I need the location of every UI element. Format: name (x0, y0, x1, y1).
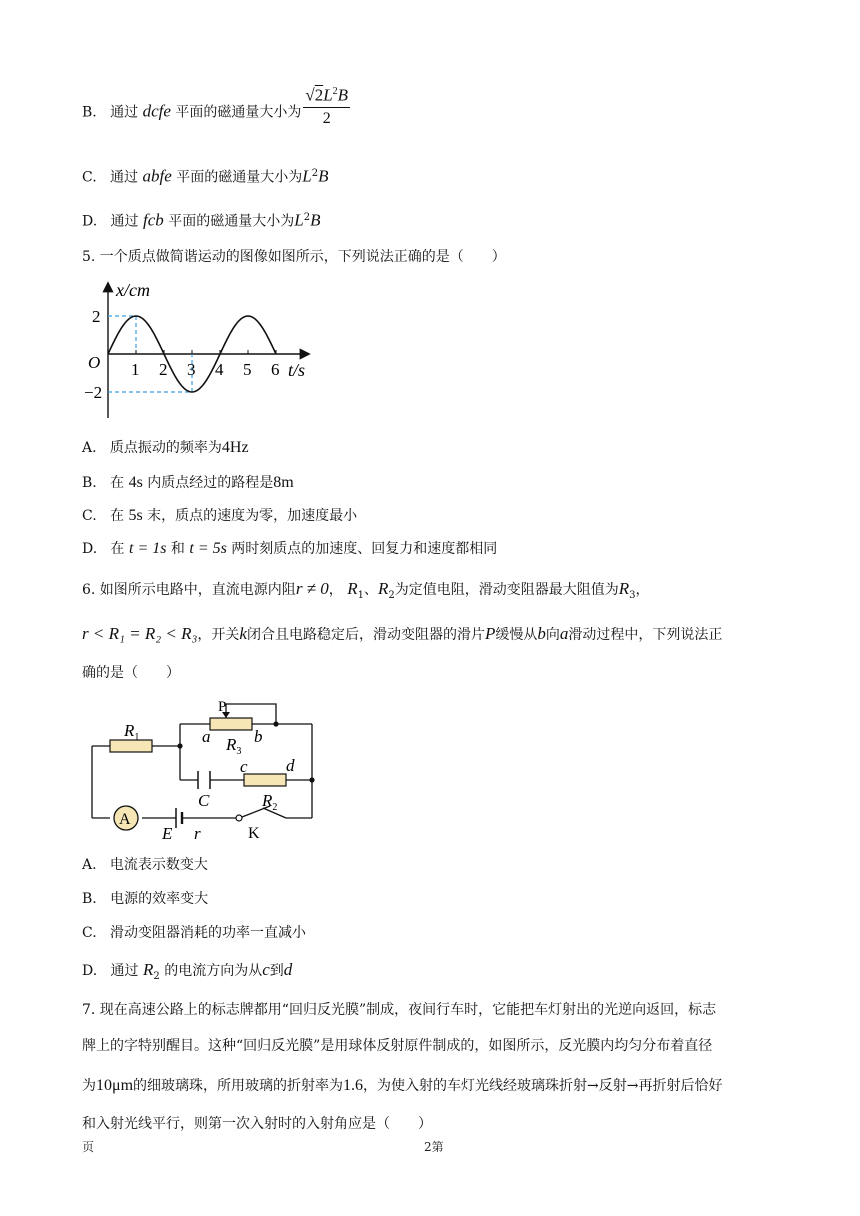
b-label: b (254, 727, 263, 746)
var-B: B (337, 85, 349, 105)
stem-text: ， (328, 582, 343, 598)
exponent: 2 (311, 168, 319, 179)
q5-option-a (82, 438, 249, 458)
math-k: k (239, 624, 247, 643)
option-text: 通过 (110, 104, 139, 121)
q5-option-c (82, 506, 357, 526)
subscript: 2 (153, 970, 160, 982)
junction-dot (177, 743, 182, 748)
resistor-r1 (110, 740, 152, 752)
option-label: B. (82, 891, 97, 907)
value: 5s (128, 507, 143, 524)
shm-graph (82, 278, 322, 428)
fraction (303, 82, 350, 129)
value: t = 5s (189, 540, 227, 557)
p-label: P (218, 699, 227, 715)
stem-text: 为定值电阻，滑动变阻器最大阻值为 (394, 582, 619, 598)
junction-dot (309, 777, 314, 782)
option-text: 和 (170, 541, 185, 557)
math-r: r ≠ 0 (295, 579, 329, 598)
math-b: b (537, 624, 546, 643)
y-tick-label: −2 (84, 383, 103, 402)
r3-label: $R_3$ (226, 735, 242, 757)
stem-text: ，开关 (197, 627, 240, 643)
option-text: 的电流方向为从 (164, 963, 263, 979)
var-B: B (318, 166, 329, 186)
option-text: 平面的磁通量大小为 (175, 104, 302, 121)
option-text: 电流表示数变大 (109, 857, 208, 873)
math-R3: R (618, 579, 630, 598)
stem-text: 为 (82, 1078, 96, 1094)
option-text: 两时刻质点的加速度、回复力和速度都相同 (231, 541, 498, 557)
stem-text: ，为使入射的车灯光线经玻璃珠折射→反射→再折射后恰好 (363, 1078, 723, 1094)
q6-option-b (82, 889, 208, 909)
option-label: D. (82, 213, 98, 230)
option-text: 通过 (110, 963, 139, 979)
var-L: L (294, 210, 304, 230)
math-c: c (262, 960, 270, 979)
option-label: A. (82, 440, 97, 456)
q7-line1: 7. 现在高速公路上的标志牌都用“回归反光膜”制成，夜间行车时，它能把车灯射出的光逆向返回，标志 (82, 1002, 717, 1018)
var-B: B (310, 210, 321, 230)
origin-label: O (88, 353, 101, 372)
option-text: 电源的效率变大 (110, 891, 209, 907)
value: 8m (273, 474, 294, 491)
stem-text: 6. 如图所示电路中，直流电源内阻 (82, 582, 296, 598)
denominator: 2 (322, 109, 331, 127)
q5-option-b (82, 473, 294, 493)
q7-line2: 牌上的字特别醒目。这种“回归反光膜”是用球体反射原件制成的，如图所示，反光膜内均匀分布着直径 (82, 1038, 713, 1054)
var-L: L (302, 166, 312, 186)
option-text: 在 (110, 541, 125, 557)
option-text: 到 (269, 963, 284, 979)
x-tick-label: 5 (243, 360, 252, 379)
y-tick-label: 2 (92, 307, 101, 326)
x-tick-label: 3 (187, 360, 196, 379)
option-label: C. (82, 925, 97, 941)
d-label: d (286, 756, 295, 775)
plane-name: abfe (142, 166, 172, 186)
option-label: D. (82, 963, 98, 979)
stem-text: 滑动过程中，下列说法正 (568, 627, 723, 643)
emf-label: E (162, 824, 173, 843)
option-label: C. (82, 508, 97, 524)
plane-name: fcb (143, 210, 164, 230)
option-label: B. (82, 475, 97, 491)
q4-option-d (82, 208, 320, 232)
stem-text: 向 (545, 627, 560, 643)
x-tick-label: 4 (215, 360, 224, 379)
capacitor-label: C (198, 791, 210, 810)
exponent: 2 (303, 212, 311, 223)
q6-stem-line3: 确的是（ ） (82, 665, 180, 681)
stem-text: ， (635, 582, 650, 598)
q6-stem-line1: 6. 如图所示电路中，直流电源内阻r ≠ 0， $R_1$、$R_2$为定值电阻，滑动变阻器最大阻值为$R_3$， (82, 579, 650, 601)
x-tick-label: 6 (271, 360, 280, 379)
x-tick-label: 1 (131, 360, 140, 379)
math-inequality: r < R₁ = R₂ < R₃ (82, 624, 198, 643)
option-text: 平面的磁通量大小为 (168, 213, 295, 230)
math-a: a (559, 624, 569, 643)
q5-option-d (82, 539, 497, 559)
junction-dot (273, 721, 278, 726)
plane-name: dcfe (142, 101, 171, 121)
footer-left: 页 (82, 1140, 95, 1154)
value: 1.6 (343, 1077, 364, 1094)
q6-option-d (82, 960, 292, 987)
a-label: a (202, 727, 211, 746)
footer-page-number: 2第 (424, 1140, 444, 1154)
q4-option-b (82, 85, 350, 129)
option-label: D. (82, 541, 98, 557)
rheostat-r3 (210, 718, 252, 730)
y-axis-label: x/cm (116, 280, 150, 300)
sqrt-arg: 2 (314, 85, 324, 105)
option-label: C. (82, 169, 97, 186)
circuit-diagram (86, 694, 326, 844)
resistor-r2 (244, 774, 286, 786)
q6-stem-line2 (82, 624, 722, 645)
stem-text: 、 (363, 582, 378, 598)
option-text: 通过 (110, 213, 139, 230)
c-label: c (240, 757, 248, 776)
math-d: d (283, 960, 293, 979)
x-axis-label: t/s (288, 360, 306, 380)
exponent: 2 (332, 86, 338, 97)
value: 4s (128, 474, 143, 491)
option-label: B. (82, 104, 97, 121)
option-text: 在 (110, 475, 125, 491)
value: t = 1s (129, 540, 167, 557)
math-P: P (484, 624, 496, 643)
q6-option-a (82, 855, 208, 875)
option-text: 平面的磁通量大小为 (176, 169, 303, 186)
x-tick-label: 2 (159, 360, 168, 379)
q6-option-c (82, 923, 306, 943)
option-text: 末，质点的速度为零，加速度最小 (147, 508, 358, 524)
option-text: 通过 (110, 169, 139, 186)
option-text: 在 (110, 508, 125, 524)
option-text: 滑动变阻器消耗的功率一直减小 (110, 925, 307, 941)
math-R2: R (143, 960, 154, 979)
stem-text: 的细玻璃珠，所用玻璃的折射率为 (133, 1078, 344, 1094)
q7-line4: 和入射光线平行，则第一次入射时的入射角应是（ ） (82, 1116, 432, 1132)
ammeter-label: A (119, 811, 131, 828)
stem-text: 闭合且电路稳定后，滑动变阻器的滑片 (246, 627, 485, 643)
option-text: 内质点经过的路程是 (147, 475, 274, 491)
math-R2: R (377, 579, 389, 598)
switch-label: K (248, 825, 260, 842)
stem-text: 缓慢从 (495, 627, 538, 643)
option-text: 质点振动的频率为 (109, 440, 222, 456)
sqrt-symbol: √ (305, 85, 315, 105)
r2-label: $R_2$ (262, 791, 278, 813)
value: 10μm (96, 1077, 134, 1094)
internal-r-label: r (194, 824, 201, 843)
q5-stem: 5. 一个质点做简谐运动的图像如图所示，下列说法正确的是（ ） (82, 249, 506, 265)
q7-line3 (82, 1076, 723, 1096)
math-R1: R (347, 579, 358, 598)
value: 4Hz (221, 439, 249, 456)
var-L: L (323, 85, 333, 105)
switch-contact (236, 815, 242, 821)
r1-label: $R_1$ (124, 721, 140, 743)
q4-option-c (82, 164, 328, 188)
option-label: A. (82, 857, 97, 873)
